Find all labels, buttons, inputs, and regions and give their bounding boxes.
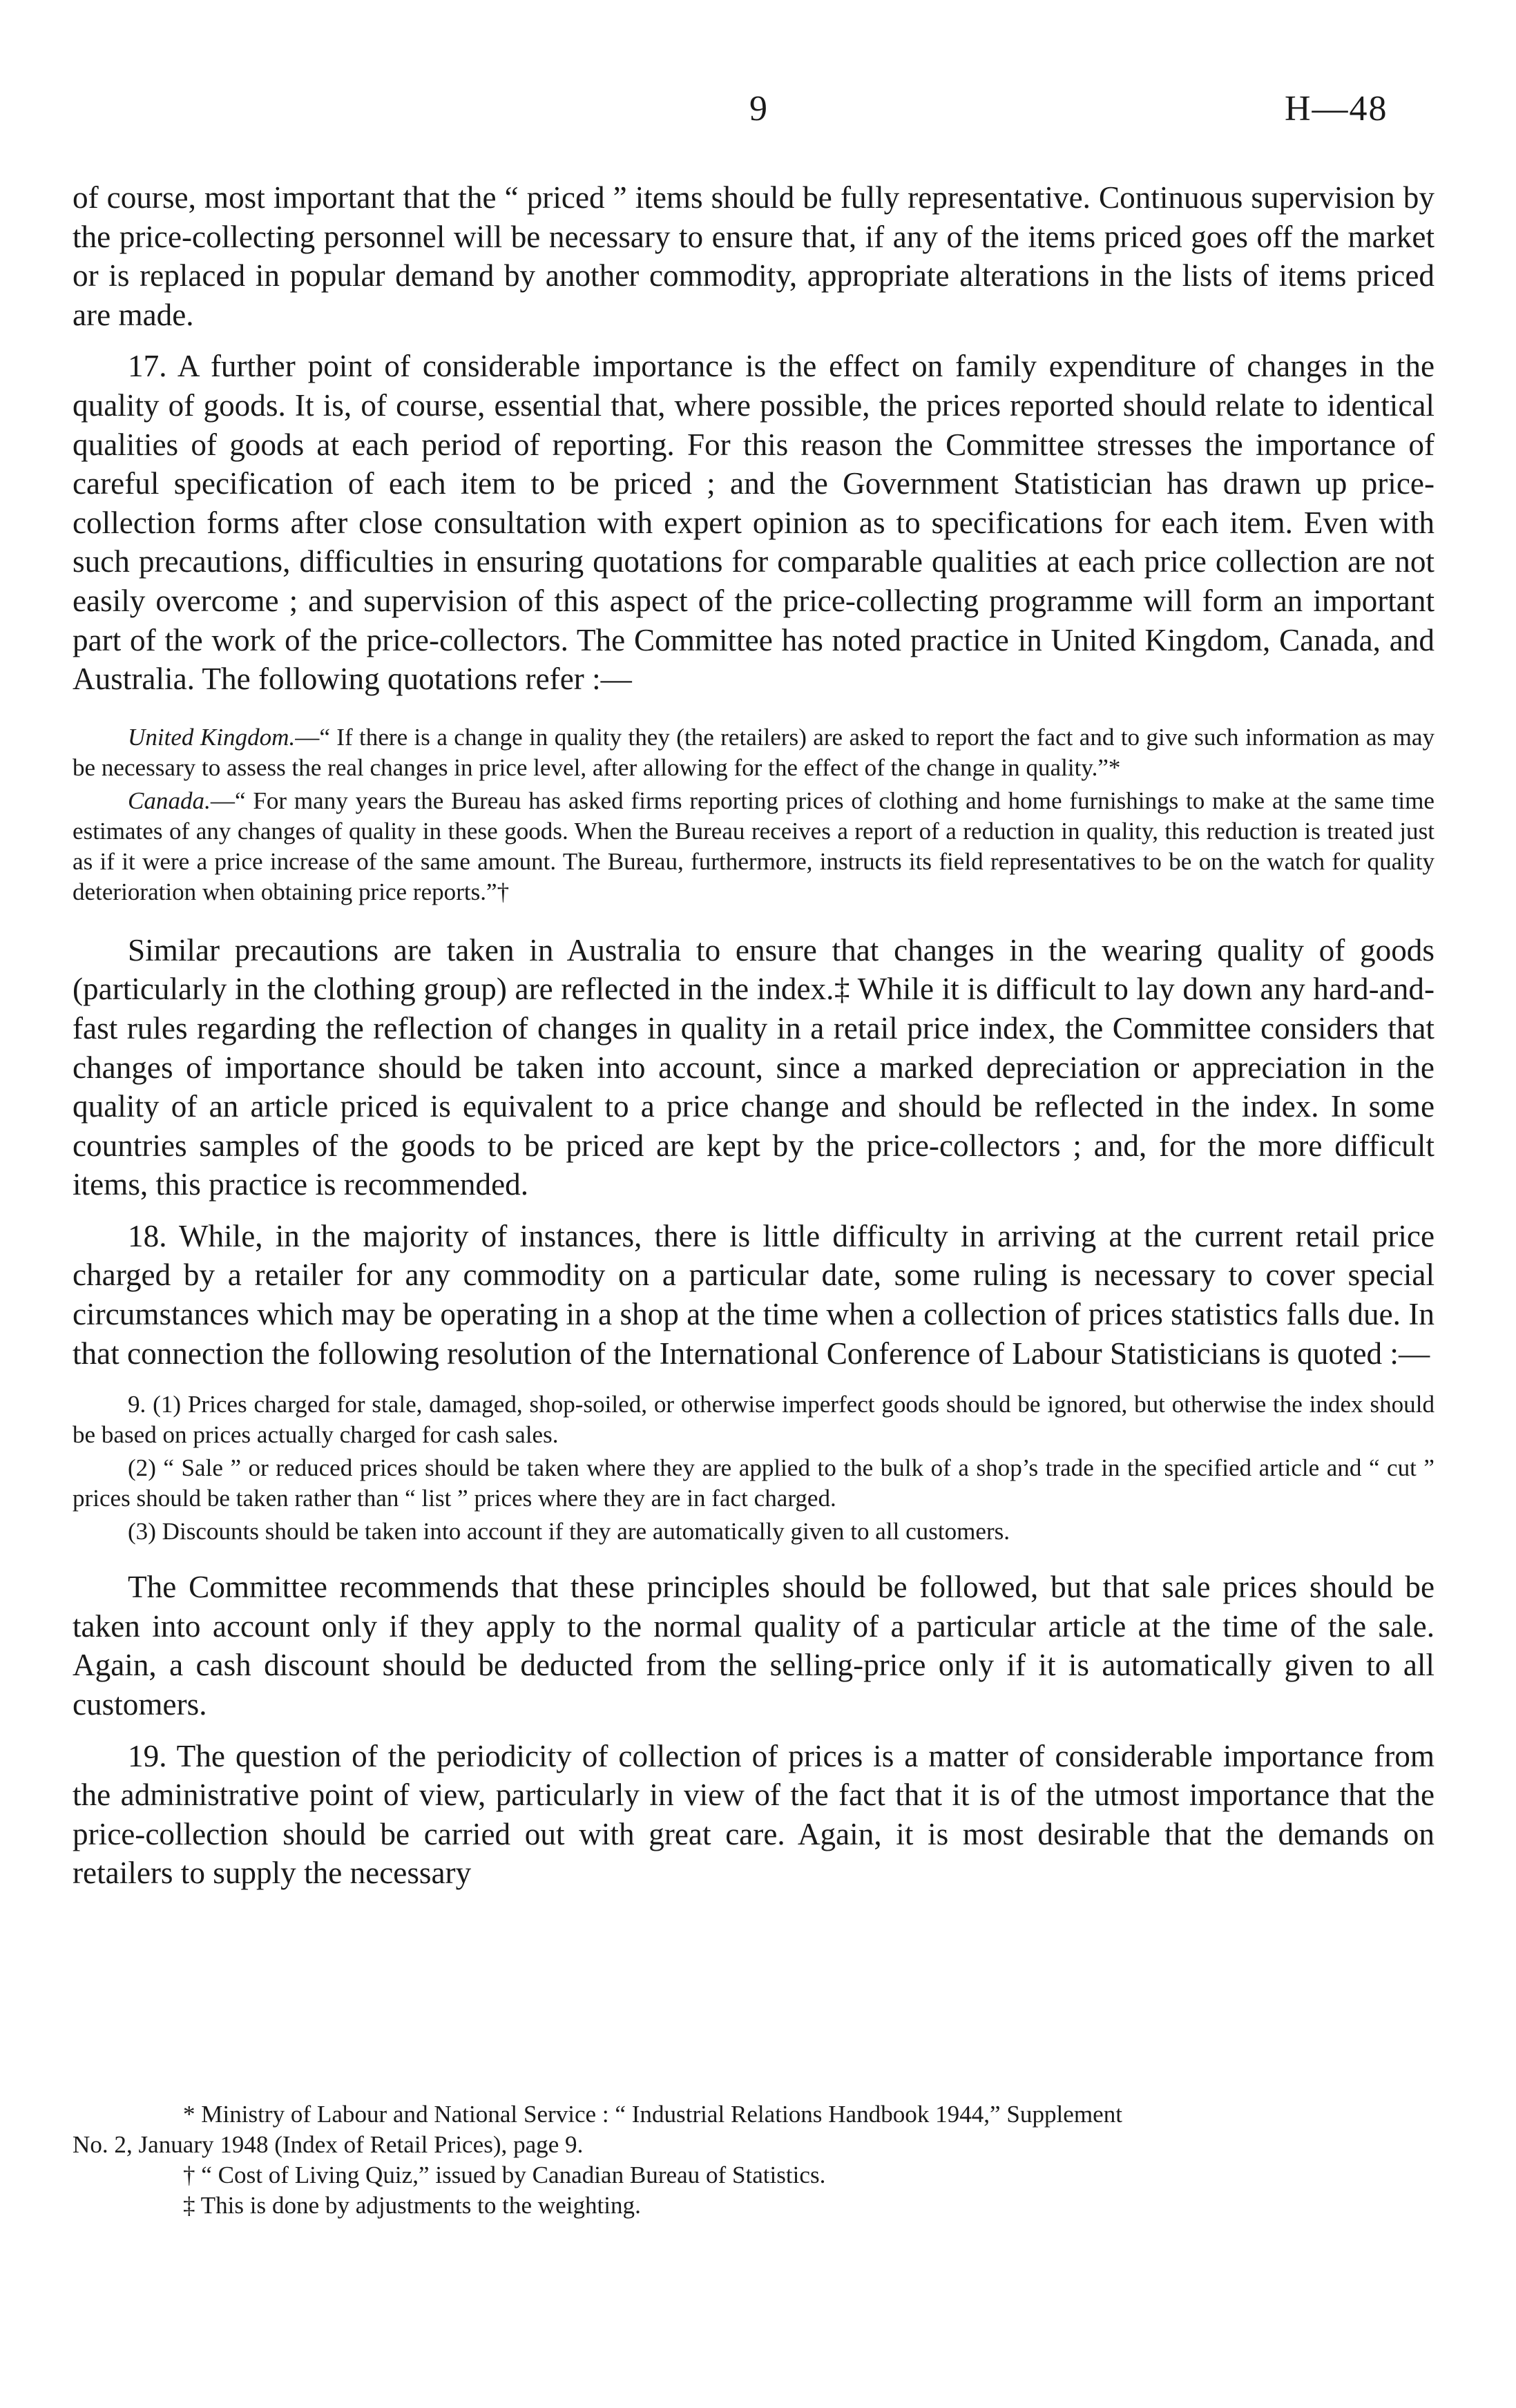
paragraph-committee-recommends: The Committee recommends that these principles should be followed, but that sale prices should be taken into account only if they apply to the normal quality of a particular article at the time of the sale. Again, a cash discount should be deducted from the selling-price only if it is automatically given to all customers.	[73, 1570, 1435, 1722]
quotations-block	[73, 722, 1435, 907]
paragraph-18: 18. While, in the majority of instances, there is little difficulty in arriving at the current retail price charged by a retailer for any commodity on a particular date, some ruling is necessary to cover special circumstances which may be operating in a shop at the time when a collection of prices statistics falls due. In that connection the following resolution of the International Conference of Labour Statisticians is quoted :—	[73, 1218, 1435, 1371]
page-header	[0, 88, 1516, 137]
footnote-3: ‡ This is done by adjustments to the weighting.	[183, 2192, 641, 2219]
paragraph-continuation: of course, most important that the “ priced ” items should be fully representative. Continuous supervision by the price-collecting personnel will be necessary to ensure that, if any of the items priced goes off the market or is replaced in popular demand by another commodity, appropriate alterations in the lists of items priced are made.	[73, 180, 1435, 332]
footnotes	[73, 2099, 1435, 2221]
footnote-1-continued: No. 2, January 1948 (Index of Retail Prices), page 9.	[73, 2131, 584, 2158]
footnote-2: † “ Cost of Living Quiz,” issued by Canadian Bureau of Statistics.	[183, 2161, 826, 2188]
paragraph-similar-precautions: Similar precautions are taken in Australia to ensure that changes in the wearing quality of goods (particularly in the clothing group) are reflected in the index.‡ While it is difficult to lay down any hard-and-fast rules regarding the reflection of changes in quality in a retail price index, the Committee considers that changes of importance should be taken into account, since a marked depreciation or appreciation in the quality of an article priced is equivalent to a price change and should be reflected in the index. In some countries samples of the goods to be priced are kept by the price-collectors ; and, for the more difficult items, this practice is recommended.	[73, 932, 1435, 1202]
footnote-1: * Ministry of Labour and National Service : “ Industrial Relations Handbook 1944,” Supplement	[183, 2101, 1122, 2128]
paragraph-17: 17. A further point of considerable importance is the effect on family expenditure of changes in the quality of goods. It is, of course, essential that, where possible, the prices reported should relate to identical qualities of goods at each period of reporting. For this reason the Committee stresses the importance of careful specification of each item to be priced ; and the Government Statistician has drawn up price-collection forms after close consultation with expert opinion as to specifications for each item. Even with such precautions, difficulties in ensuring quotations for comparable qualities at each price collection are not easily overcome ; and supervision of this aspect of the price-collecting programme will form an important part of the work of the price-collectors. The Committee has noted practice in United Kingdom, Canada, and Australia. The following quotations refer :—	[73, 349, 1435, 697]
quotation-uk-label: United Kingdom.	[128, 723, 296, 751]
resolution-block	[73, 1389, 1435, 1547]
quotation-canada-label: Canada.	[128, 787, 211, 814]
resolution-item-2: (2) “ Sale ” or reduced prices should be taken where they are applied to the bulk of a shop’s trade in the specified article and “ cut ” prices should be taken rather than “ list ” prices where they are in fact charged.	[73, 1454, 1435, 1512]
document-reference: H—48	[1285, 89, 1388, 128]
quotation-canada-text: —“ For many years the Bureau has asked firms reporting prices of clothing and home furnishings to make at the same time estimates of any changes of quality in these goods. When the Bureau receives a report of a reduction in quality, this reduction is treated just as if it were a price increase of the same amount. The Bureau, furthermore, instructs its field representatives to be on the watch for quality deterioration when obtaining price reports.”†	[73, 787, 1435, 905]
resolution-item-3: (3) Discounts should be taken into account if they are automatically given to all customers.	[128, 1518, 1010, 1545]
quotation-canada	[73, 786, 1435, 907]
body-text	[73, 178, 1435, 1893]
quotation-united-kingdom	[73, 722, 1435, 783]
paragraph-19: 19. The question of the periodicity of collection of prices is a matter of considerable importance from the administrative point of view, particularly in view of the fact that it is of the utmost importance that the price-collection should be carried out with great care. Again, it is most desirable that the demands on retailers to supply the necessary	[73, 1738, 1435, 1891]
page-number: 9	[749, 89, 767, 128]
quotation-uk-text: —“ If there is a change in quality they (the retailers) are asked to report the fact and to give such information as may be necessary to assess the real changes in price level, after allowing for the effect of the change in quality.”*	[73, 723, 1435, 781]
resolution-item-1: 9. (1) Prices charged for stale, damaged, shop-soiled, or otherwise imperfect goods should be ignored, but otherwise the index should be based on prices actually charged for cash sales.	[73, 1391, 1435, 1449]
